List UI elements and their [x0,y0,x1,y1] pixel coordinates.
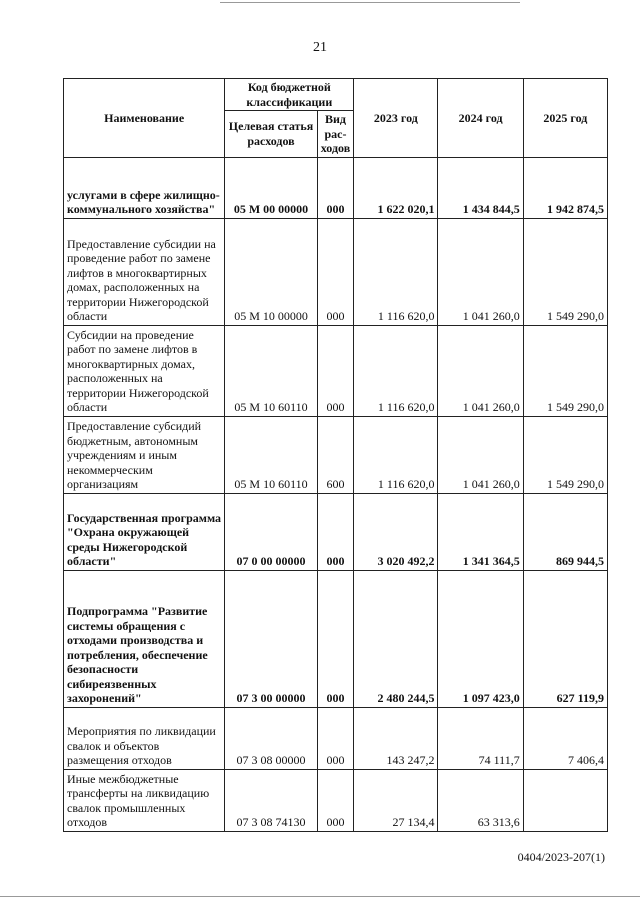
row-name: Государственная программа "Охрана окружающей среды Нижегородской области" [64,493,225,570]
table-row [64,416,608,493]
header-target-article: Целевая статья расходов [225,111,317,158]
header-expense-type: Вид рас-ходов [317,111,354,158]
row-value-2025: 1 549 290,0 [523,325,607,416]
row-value-2025: 1 942 874,5 [523,157,607,218]
row-type: 000 [317,570,354,707]
row-type: 600 [317,416,354,493]
row-name: Предоставление субсидии на проведение работ по замене лифтов в многоквартирных домах, расположенных на территории Нижегородской области [64,218,225,325]
row-name: Мероприятия по ликвидации свалок и объектов размещения отходов [64,707,225,769]
row-value-2025: 869 944,5 [523,493,607,570]
table-row [64,493,608,570]
row-name: Иные межбюджетные трансферты на ликвидацию свалок промышленных отходов [64,769,225,831]
row-value-2024: 1 434 844,5 [438,157,523,218]
row-value-2023: 3 020 492,2 [354,493,438,570]
table-row [64,570,608,707]
header-year-2024: 2024 год [438,79,523,158]
row-type: 000 [317,218,354,325]
row-value-2025: 7 406,4 [523,707,607,769]
row-value-2023: 1 622 020,1 [354,157,438,218]
row-value-2024: 1 341 364,5 [438,493,523,570]
header-code-group: Код бюджетной классификации [225,79,354,111]
table-row [64,707,608,769]
row-name: услугами в сфере жилищно-коммунального хозяйства" [64,157,225,218]
row-value-2023: 27 134,4 [354,769,438,831]
row-value-2025 [523,769,607,831]
table-row [64,769,608,831]
row-code: 07 3 08 74130 [225,769,317,831]
row-value-2023: 1 116 620,0 [354,416,438,493]
row-value-2024: 63 313,6 [438,769,523,831]
row-type: 000 [317,325,354,416]
row-code: 07 0 00 00000 [225,493,317,570]
header-year-2023: 2023 год [354,79,438,158]
row-value-2025: 1 549 290,0 [523,218,607,325]
row-name: Субсидии на проведение работ по замене лифтов в многоквартирных домах, расположенных на территории Нижегородской области [64,325,225,416]
row-type: 000 [317,707,354,769]
table-row [64,157,608,218]
row-value-2025: 1 549 290,0 [523,416,607,493]
row-value-2023: 143 247,2 [354,707,438,769]
row-value-2023: 2 480 244,5 [354,570,438,707]
row-value-2024: 1 097 423,0 [438,570,523,707]
row-type: 000 [317,157,354,218]
header-year-2025: 2025 год [523,79,607,158]
header-name: Наименование [64,79,225,158]
row-value-2023: 1 116 620,0 [354,325,438,416]
row-value-2024: 1 041 260,0 [438,416,523,493]
row-name: Подпрограмма "Развитие системы обращения с отходами производства и потребления, обеспечение безопасности сибиреязвенных захоронений" [64,570,225,707]
row-value-2023: 1 116 620,0 [354,218,438,325]
row-type: 000 [317,769,354,831]
row-code: 05 М 10 60110 [225,325,317,416]
row-name: Предоставление субсидий бюджетным, автономным учреждениям и иным некоммерческим организациям [64,416,225,493]
row-value-2024: 1 041 260,0 [438,218,523,325]
budget-table [63,78,608,832]
document-code: 0404/2023-207(1) [517,850,605,864]
row-value-2025: 627 119,9 [523,570,607,707]
row-value-2024: 1 041 260,0 [438,325,523,416]
table-row [64,218,608,325]
row-type: 000 [317,493,354,570]
row-code: 05 М 00 00000 [225,157,317,218]
row-code: 07 3 00 00000 [225,570,317,707]
row-code: 05 М 10 60110 [225,416,317,493]
row-code: 07 3 08 00000 [225,707,317,769]
row-value-2024: 74 111,7 [438,707,523,769]
page-number: 21 [313,40,327,55]
table-row [64,325,608,416]
row-code: 05 М 10 00000 [225,218,317,325]
